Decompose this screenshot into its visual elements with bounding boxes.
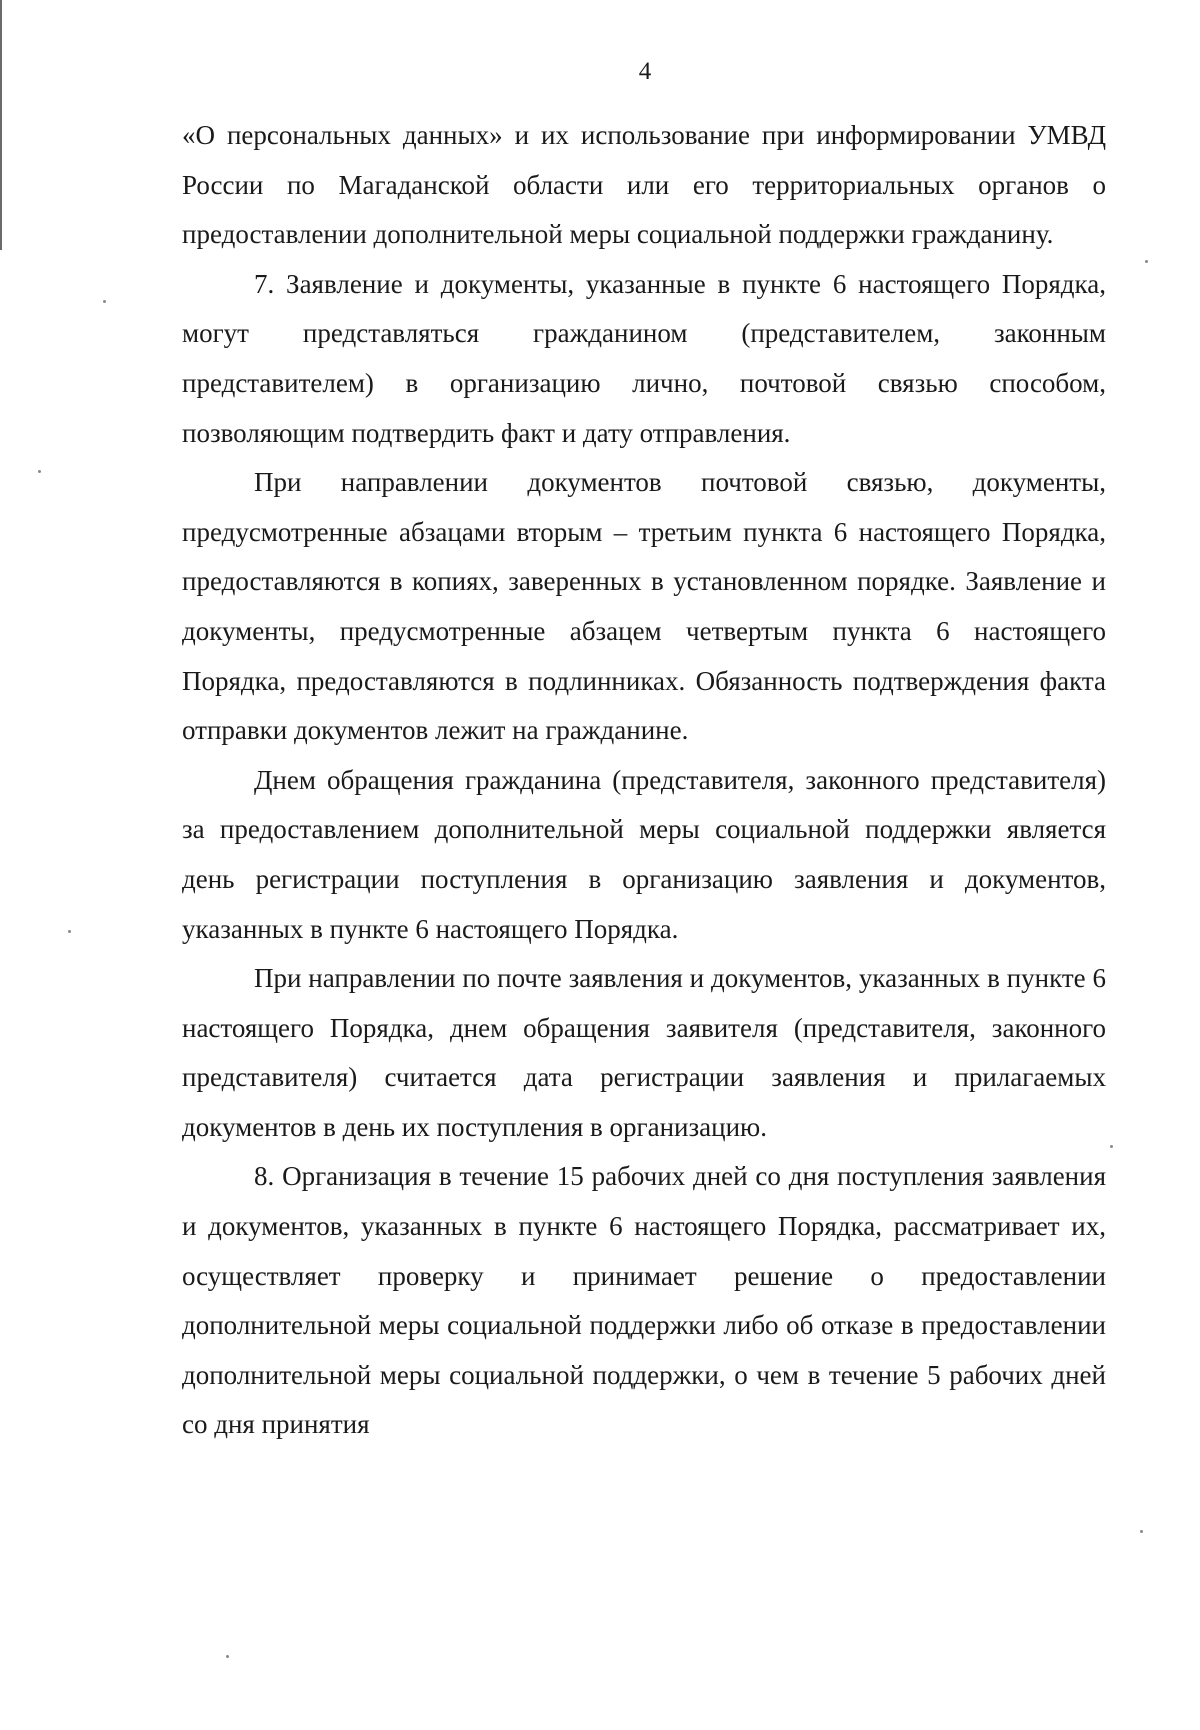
paragraph-postal-submission: При направлении документов почтовой связью, документы, предусмотренные абзацами вторым – третьим пункта 6 настоящего Порядка, предоставляются в копиях, заверенных в установленном порядке. Заявление и документы, предусмотренные абзацем четвертым пункта 6 настоящего Порядка, предоставляются в подлинниках. Обязанность подтверждения факта отправки документов лежит на гражданине. [182,467,1106,746]
page-number: 4 [638,58,652,85]
scan-speck [226,1655,229,1658]
scan-speck [38,470,41,473]
scan-speck [1110,1145,1113,1148]
scan-speck [68,930,71,933]
scan-speck [1145,260,1148,263]
document-body [182,111,1106,1450]
scan-edge-line [0,0,2,250]
paragraph-mail-registration: При направлении по почте заявления и документов, указанных в пункте 6 настоящего Порядка, днем обращения заявителя (представителя, законного представителя) считается дата регистрации заявления и прилагаемых документов в день их поступления в организацию. [182,963,1106,1142]
paragraph-application-day: Днем обращения гражданина (представителя, законного представителя) за предоставлением дополнительной меры социальной поддержки является день регистрации поступления в организацию заявления и документов, указанных в пункте 6 настоящего Порядка. [182,764,1106,944]
paragraph-item-8: 8. Организация в течение 15 рабочих дней со дня поступления заявления и документов, указанных в пункте 6 настоящего Порядка, рассматривает их, осуществляет проверку и принимает решение о предоставлении дополнительной меры социальной поддержки либо об отказе в предоставлении дополнительной меры социальной поддержки, о чем в течение 5 рабочих дней со дня принятия [182,1161,1106,1440]
scan-speck [103,300,106,303]
scan-speck [1140,1530,1143,1533]
paragraph-item-7: 7. Заявление и документы, указанные в пункте 6 настоящего Порядка, могут представляться гражданином (представителем, законным представителем) в организацию лично, почтовой связью способом, позволяющим подтвердить факт и дату отправления. [182,268,1106,448]
paragraph-continuation: «О персональных данных» и их использование при информировании УМВД России по Магаданской области или его территориальных органов о предоставлении дополнительной меры социальной поддержки гражданину. [182,120,1106,250]
